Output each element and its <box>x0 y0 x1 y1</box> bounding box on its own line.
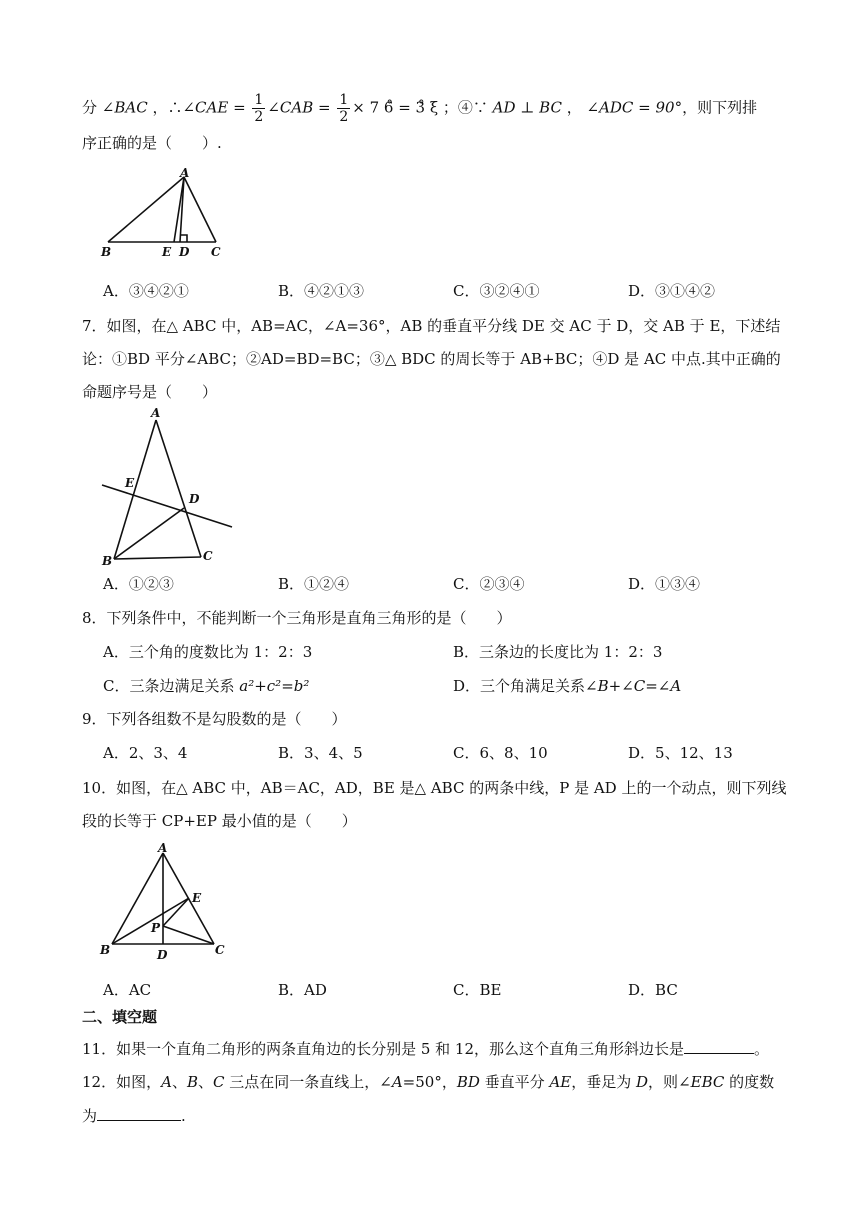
label-B: B <box>101 245 112 259</box>
q7-figure <box>96 405 241 567</box>
q7-option-c[interactable]: C．②③④ <box>453 575 525 593</box>
q6-option-a[interactable]: A．③④②① <box>103 282 189 300</box>
q6-line1: 分 ∠BAC ，∴∠CAE = $\frac{1}{2}$ ∠CAB = $\frac{1}{2}$ × 7 6̊ = 3̊ ξ ；④∵ AD ⊥ BC ， ∠ADC = 90°，则下列排 <box>82 92 758 125</box>
q6-option-c[interactable]: C．③②④① <box>453 282 540 300</box>
q6-figure <box>98 168 228 260</box>
q9-option-c[interactable]: C．6、8、10 <box>453 744 548 762</box>
q7-option-d[interactable]: D．①③④ <box>628 575 701 593</box>
label-C: C <box>215 943 225 957</box>
label-A: A <box>180 168 190 180</box>
q9-stem: 9．下列各组数不是勾股数的是（ ） <box>82 710 347 728</box>
q6-line2: 序正确的是（ ）. <box>82 134 222 152</box>
q8-option-a[interactable]: A．三个角的度数比为 1：2：3 <box>103 643 313 661</box>
label-D: D <box>179 245 190 259</box>
q9-option-d[interactable]: D．5、12、13 <box>628 744 733 762</box>
q6-option-b[interactable]: B．④②①③ <box>278 282 365 300</box>
label-E: E <box>162 245 172 259</box>
label-E: E <box>192 891 202 905</box>
q12-answer-blank[interactable] <box>97 1104 181 1121</box>
q10-line1: 10．如图，在△ ABC 中，AB＝AC，AD，BE 是△ ABC 的两条中线，P 是 AD 上的一个动点，则下列线 <box>82 779 787 797</box>
q7-line3: 命题序号是（ ） <box>82 383 218 401</box>
q7-line1: 7．如图，在△ ABC 中，AB=AC，∠A=36°，AB 的垂直平分线 DE 交 AC 于 D，交 AB 于 E，下述结 <box>82 317 781 335</box>
label-A: A <box>151 406 161 420</box>
label-D: D <box>189 492 200 506</box>
q10-option-a[interactable]: A．AC <box>103 981 152 999</box>
label-D: D <box>157 948 168 962</box>
q10-option-b[interactable]: B．AD <box>278 981 327 999</box>
q8-option-c[interactable]: C．三条边满足关系 a²+c²=b² <box>103 677 310 695</box>
label-B: B <box>102 554 113 567</box>
label-A: A <box>158 841 168 855</box>
q8-stem: 8．下列条件中，不能判断一个三角形是直角三角形的是（ ） <box>82 609 512 627</box>
q9-option-a[interactable]: A．2、3、4 <box>103 744 188 762</box>
fraction-half: $\frac{1}{2}$ <box>254 92 264 125</box>
label-E: E <box>125 476 135 490</box>
q6-option-d[interactable]: D．③①④② <box>628 282 716 300</box>
q11-answer-blank[interactable] <box>684 1037 754 1054</box>
q10-figure <box>96 838 231 966</box>
q8-option-d[interactable]: D．三个角满足关系∠B+∠C=∠A <box>453 677 682 695</box>
q10-option-d[interactable]: D．BC <box>628 981 678 999</box>
q11-line: 11．如果一个直角二角形的两条直角边的长分别是 5 和 12，那么这个直角三角形斜边长是 。 <box>82 1037 769 1060</box>
fraction-half: $\frac{1}{2}$ <box>339 92 349 125</box>
q8-option-b[interactable]: B．三条边的长度比为 1：2：3 <box>453 643 663 661</box>
q7-option-b[interactable]: B．①②④ <box>278 575 350 593</box>
q7-line2: 论：①BD 平分∠ABC；②AD=BD=BC；③△ BDC 的周长等于 AB+BC；④D 是 AC 中点.其中正确的 <box>82 350 781 368</box>
section-heading-fill-in: 二、填空题 <box>82 1008 158 1026</box>
label-C: C <box>211 245 221 259</box>
q9-option-b[interactable]: B．3、4、5 <box>278 744 363 762</box>
label-C: C <box>203 549 213 563</box>
q10-option-c[interactable]: C．BE <box>453 981 502 999</box>
label-P: P <box>151 921 161 935</box>
label-B: B <box>100 943 111 957</box>
q12-line1: 12．如图，A、B、C 三点在同一条直线上，∠A=50°，BD 垂直平分 AE，垂足为 D，则∠EBC 的度数 <box>82 1073 775 1091</box>
q10-line2: 段的长等于 CP+EP 最小值的是（ ） <box>82 812 357 830</box>
q12-line2: 为 . <box>82 1104 186 1127</box>
q7-option-a[interactable]: A．①②③ <box>103 575 174 593</box>
